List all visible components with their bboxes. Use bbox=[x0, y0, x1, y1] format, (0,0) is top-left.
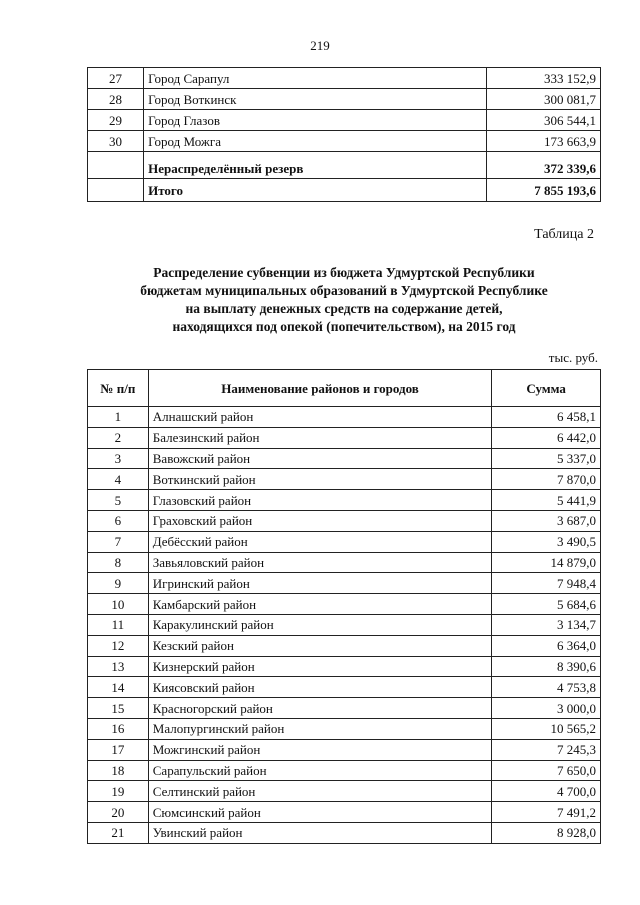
amount: 7 870,0 bbox=[492, 469, 601, 490]
row-num: 28 bbox=[88, 89, 144, 110]
row-value: 333 152,9 bbox=[486, 68, 600, 89]
title-line: на выплату денежных средств на содержание детей, bbox=[185, 301, 503, 316]
amount: 5 684,6 bbox=[492, 594, 601, 615]
table-row bbox=[88, 552, 601, 573]
district-name: Сарапульский район bbox=[148, 760, 492, 781]
table-row bbox=[88, 68, 601, 89]
amount: 7 245,3 bbox=[492, 739, 601, 760]
header-num: № п/п bbox=[88, 370, 149, 407]
table-row bbox=[88, 510, 601, 531]
row-num: 5 bbox=[88, 490, 149, 511]
district-name: Красногорский район bbox=[148, 698, 492, 719]
row-num: 9 bbox=[88, 573, 149, 594]
district-name: Балезинский район bbox=[148, 427, 492, 448]
district-name: Кезский район bbox=[148, 635, 492, 656]
table-row bbox=[88, 427, 601, 448]
row-num: 27 bbox=[88, 68, 144, 89]
district-name: Селтинский район bbox=[148, 781, 492, 802]
amount: 5 441,9 bbox=[492, 490, 601, 511]
row-num: 20 bbox=[88, 802, 149, 823]
row-num: 18 bbox=[88, 760, 149, 781]
district-name: Алнашский район bbox=[148, 407, 492, 428]
district-name: Камбарский район bbox=[148, 594, 492, 615]
table-row bbox=[88, 490, 601, 511]
table-row bbox=[88, 698, 601, 719]
row-name: Город Можга bbox=[144, 131, 487, 152]
row-name: Город Глазов bbox=[144, 110, 487, 131]
district-name: Глазовский район bbox=[148, 490, 492, 511]
row-num: 10 bbox=[88, 594, 149, 615]
amount: 4 700,0 bbox=[492, 781, 601, 802]
district-name: Увинский район bbox=[148, 822, 492, 843]
table-caption: Таблица 2 bbox=[534, 227, 594, 242]
table-row bbox=[88, 739, 601, 760]
table-row bbox=[88, 594, 601, 615]
header-row bbox=[88, 370, 601, 407]
amount: 5 337,0 bbox=[492, 448, 601, 469]
reserve-row bbox=[88, 152, 601, 179]
table-row bbox=[88, 635, 601, 656]
units-label: тыс. руб. bbox=[548, 350, 598, 365]
amount: 3 687,0 bbox=[492, 510, 601, 531]
row-num: 14 bbox=[88, 677, 149, 698]
table-row bbox=[88, 760, 601, 781]
district-name: Каракулинский район bbox=[148, 614, 492, 635]
table-row bbox=[88, 614, 601, 635]
row-value: 306 544,1 bbox=[486, 110, 600, 131]
amount: 7 948,4 bbox=[492, 573, 601, 594]
table-row bbox=[88, 110, 601, 131]
amount: 8 390,6 bbox=[492, 656, 601, 677]
header-name: Наименование районов и городов bbox=[148, 370, 492, 407]
row-num: 15 bbox=[88, 698, 149, 719]
row-num: 1 bbox=[88, 407, 149, 428]
reserve-label: Нераспределённый резерв bbox=[144, 152, 487, 179]
district-name: Завьяловский район bbox=[148, 552, 492, 573]
amount: 3 490,5 bbox=[492, 531, 601, 552]
table-row bbox=[88, 131, 601, 152]
district-name: Вавожский район bbox=[148, 448, 492, 469]
amount: 6 364,0 bbox=[492, 635, 601, 656]
table-row bbox=[88, 781, 601, 802]
table-row bbox=[88, 656, 601, 677]
table-row bbox=[88, 677, 601, 698]
district-name: Малопургинский район bbox=[148, 718, 492, 739]
row-name: Город Сарапул bbox=[144, 68, 487, 89]
district-name: Сюмсинский район bbox=[148, 802, 492, 823]
row-num: 11 bbox=[88, 614, 149, 635]
row-num: 7 bbox=[88, 531, 149, 552]
row-num: 6 bbox=[88, 510, 149, 531]
table-continuation-body bbox=[88, 68, 601, 202]
row-num: 17 bbox=[88, 739, 149, 760]
row-num: 12 bbox=[88, 635, 149, 656]
table-row bbox=[88, 407, 601, 428]
reserve-value: 372 339,6 bbox=[486, 152, 600, 179]
table-row bbox=[88, 89, 601, 110]
table-row bbox=[88, 448, 601, 469]
amount: 7 650,0 bbox=[492, 760, 601, 781]
amount: 3 000,0 bbox=[492, 698, 601, 719]
district-name: Можгинский район bbox=[148, 739, 492, 760]
row-num: 29 bbox=[88, 110, 144, 131]
title-line: Распределение субвенции из бюджета Удмуртской Республики bbox=[153, 265, 535, 280]
table-row bbox=[88, 718, 601, 739]
row-num: 4 bbox=[88, 469, 149, 490]
table-row bbox=[88, 573, 601, 594]
district-name: Дебёсский район bbox=[148, 531, 492, 552]
table-row bbox=[88, 469, 601, 490]
total-num-cell bbox=[88, 179, 144, 202]
amount: 6 458,1 bbox=[492, 407, 601, 428]
row-name: Город Воткинск bbox=[144, 89, 487, 110]
row-num: 13 bbox=[88, 656, 149, 677]
row-value: 173 663,9 bbox=[486, 131, 600, 152]
amount: 14 879,0 bbox=[492, 552, 601, 573]
row-value: 300 081,7 bbox=[486, 89, 600, 110]
page-number: 219 bbox=[310, 38, 330, 53]
subsidy-table bbox=[87, 369, 601, 844]
header-value: Сумма bbox=[492, 370, 601, 407]
row-num: 3 bbox=[88, 448, 149, 469]
subsidy-table-body bbox=[88, 407, 601, 844]
amount: 10 565,2 bbox=[492, 718, 601, 739]
table-title bbox=[87, 264, 601, 336]
district-name: Игринский район bbox=[148, 573, 492, 594]
amount: 7 491,2 bbox=[492, 802, 601, 823]
row-num: 21 bbox=[88, 822, 149, 843]
district-name: Кизнерский район bbox=[148, 656, 492, 677]
row-num: 2 bbox=[88, 427, 149, 448]
table-row bbox=[88, 802, 601, 823]
district-name: Граховский район bbox=[148, 510, 492, 531]
row-num: 19 bbox=[88, 781, 149, 802]
row-num: 16 bbox=[88, 718, 149, 739]
total-label: Итого bbox=[144, 179, 487, 202]
title-line: бюджетам муниципальных образований в Удмуртской Республике bbox=[140, 283, 548, 298]
amount: 3 134,7 bbox=[492, 614, 601, 635]
amount: 4 753,8 bbox=[492, 677, 601, 698]
total-row bbox=[88, 179, 601, 202]
row-num: 8 bbox=[88, 552, 149, 573]
district-name: Воткинский район bbox=[148, 469, 492, 490]
table-row bbox=[88, 531, 601, 552]
row-num: 30 bbox=[88, 131, 144, 152]
total-value: 7 855 193,6 bbox=[486, 179, 600, 202]
title-line: находящихся под опекой (попечительством), на 2015 год bbox=[172, 319, 516, 334]
district-name: Киясовский район bbox=[148, 677, 492, 698]
amount: 8 928,0 bbox=[492, 822, 601, 843]
table-continuation bbox=[87, 67, 601, 202]
table-row bbox=[88, 822, 601, 843]
amount: 6 442,0 bbox=[492, 427, 601, 448]
reserve-num-cell bbox=[88, 152, 144, 179]
